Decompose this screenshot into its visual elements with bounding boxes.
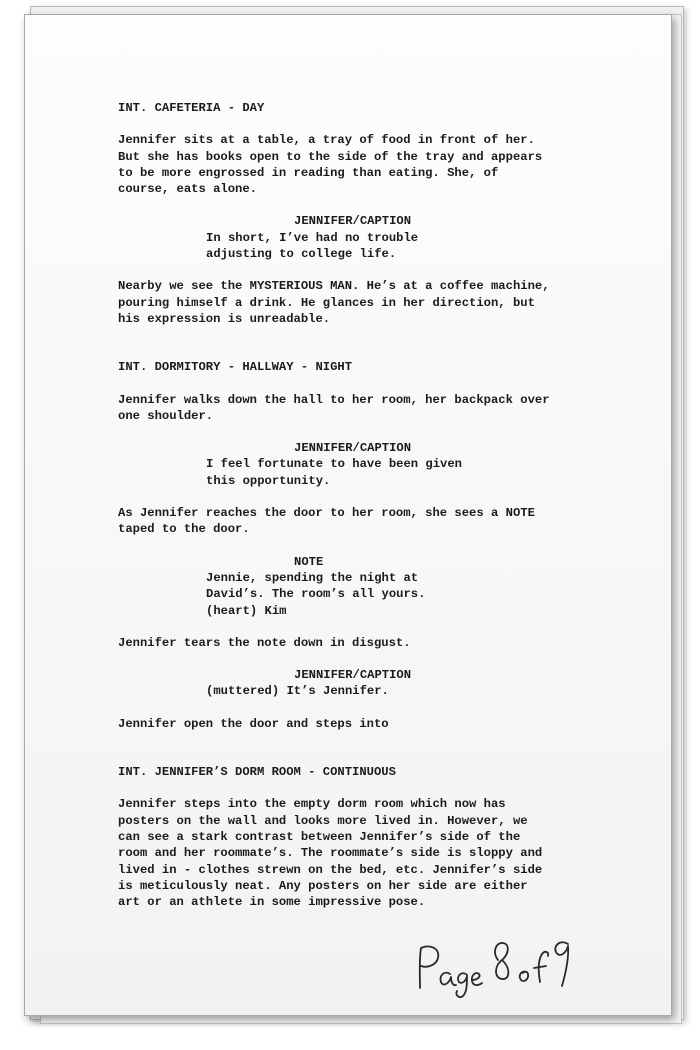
script-line: (muttered) It’s Jennifer.	[206, 684, 389, 699]
script-line: Jennifer walks down the hall to her room, her backpack over	[118, 392, 550, 407]
script-body	[118, 100, 608, 926]
script-line: this opportunity.	[206, 473, 331, 488]
script-line: JENNIFER/CAPTION	[294, 668, 412, 683]
script-line: I feel fortunate to have been given	[206, 457, 462, 472]
script-line: INT. JENNIFER’S DORM ROOM - CONTINUOUS	[118, 765, 396, 780]
script-line: room and her roommate’s. The roommate’s side is sloppy and	[118, 846, 543, 861]
script-action	[118, 716, 608, 732]
script-action	[118, 796, 608, 910]
script-line: can see a stark contrast between Jennifer’s side of the	[118, 829, 521, 844]
script-char	[294, 440, 608, 456]
script-dialogue	[206, 570, 608, 619]
handwritten-page-number	[408, 930, 578, 1000]
script-char	[294, 554, 608, 570]
script-char	[294, 213, 608, 229]
script-action	[118, 635, 608, 651]
script-action	[118, 278, 608, 327]
script-gap	[118, 343, 608, 359]
script-line: lived in - clothes strewn on the bed, etc. Jennifer’s side	[118, 862, 543, 877]
script-line: INT. DORMITORY - HALLWAY - NIGHT	[118, 360, 353, 375]
script-line: JENNIFER/CAPTION	[294, 441, 412, 456]
script-slug	[118, 359, 608, 375]
script-line: to be more engrossed in reading than eating. She, of	[118, 165, 499, 180]
script-action	[118, 505, 608, 538]
script-line: taped to the door.	[118, 522, 250, 537]
script-dialogue	[206, 456, 608, 489]
script-action	[118, 132, 608, 197]
script-line: course, eats alone.	[118, 182, 257, 197]
page-number-handwriting-image	[408, 930, 578, 1000]
script-line: In short, I’ve had no trouble	[206, 230, 419, 245]
script-line: INT. CAFETERIA - DAY	[118, 101, 265, 115]
script-action	[118, 392, 608, 425]
script-line: Jennie, spending the night at	[206, 570, 419, 585]
script-line: one shoulder.	[118, 408, 214, 423]
script-line: David’s. The room’s all yours.	[206, 587, 426, 602]
script-line: adjusting to college life.	[206, 247, 397, 262]
script-slug	[118, 764, 608, 780]
script-line: his expression is unreadable.	[118, 311, 331, 326]
script-line: is meticulously neat. Any posters on her side are either	[118, 878, 528, 893]
script-line: (heart) Kim	[206, 603, 287, 618]
script-line: JENNIFER/CAPTION	[294, 214, 412, 229]
script-line: posters on the wall and looks more lived in. However, we	[118, 813, 528, 828]
script-line: NOTE	[294, 554, 324, 569]
script-line: Nearby we see the MYSTERIOUS MAN. He’s at a coffee machine,	[118, 279, 550, 294]
script-line: Jennifer tears the note down in disgust.	[118, 635, 411, 650]
script-char	[294, 667, 608, 683]
script-dialogue	[206, 683, 608, 699]
script-line: art or an athlete in some impressive pose.	[118, 895, 426, 910]
script-line: Jennifer sits at a table, a tray of food in front of her.	[118, 133, 535, 148]
script-line: Jennifer open the door and steps into	[118, 716, 389, 731]
script-dialogue	[206, 230, 608, 263]
script-line: As Jennifer reaches the door to her room, she sees a NOTE	[118, 506, 535, 521]
script-gap	[118, 748, 608, 764]
script-line: But she has books open to the side of the tray and appears	[118, 149, 543, 164]
script-line: Jennifer steps into the empty dorm room which now has	[118, 797, 506, 812]
script-line: pouring himself a drink. He glances in her direction, but	[118, 295, 535, 310]
script-slug	[118, 100, 608, 116]
